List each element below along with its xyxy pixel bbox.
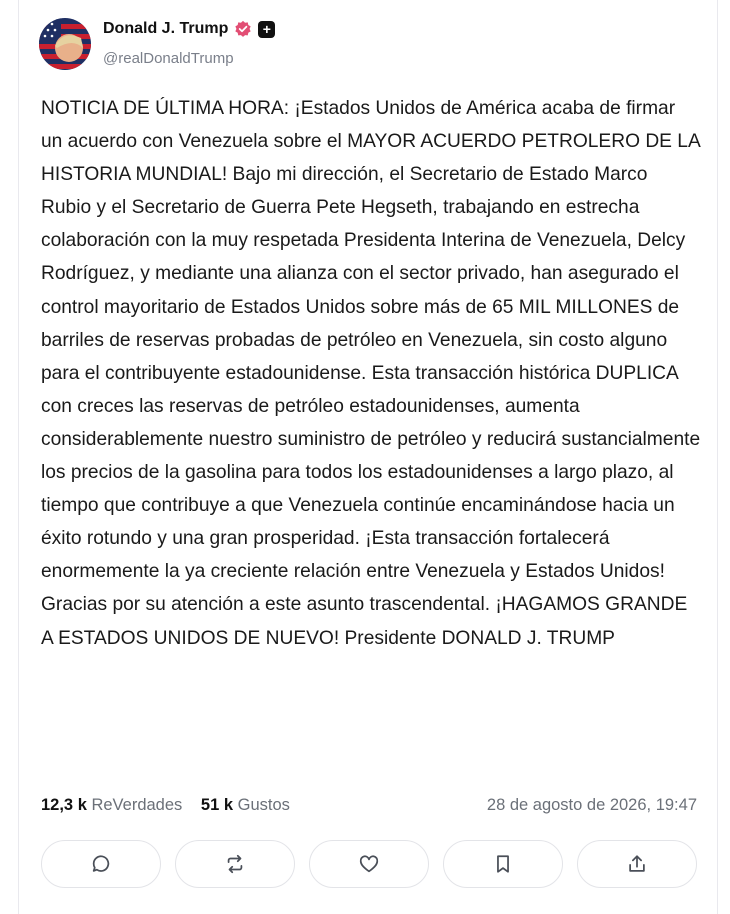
bookmark-icon: [492, 853, 514, 875]
post-timestamp: 28 de agosto de 2026, 19:47: [486, 796, 697, 814]
author-name-row: [103, 20, 275, 38]
verified-badge-icon: [234, 20, 252, 38]
repost-button[interactable]: [175, 840, 295, 888]
post-body: NOTICIA DE ÚLTIMA HORA: ¡Estados Unidos de América acaba de firmar un acuerdo con Venezuela sobre el MAYOR ACUERDO PETROLERO DE LA HISTORIA MUNDIAL! Bajo mi dirección, el Secretario de Estado Marco Rubio y el Secretario de Guerra Pete Hegseth, trabajando en estrecha colaboración con la muy respetada Presidenta Interina de Venezuela, Delcy Rodríguez, y mediante una alianza con el sector privado, han asegurado el control mayoritario de Estados Unidos sobre más de 65 MIL MILLONES de barriles de reservas probadas de petróleo en Venezuela, sin costo alguno para el contribuyente estadounidense. Esta transacción histórica DUPLICA con creces las reservas de petróleo estadounidenses, aumenta considerablemente nuestro suministro de petróleo y reducirá sustancialmente los precios de la gasolina para todos los estadounidenses a largo plazo, al tiempo que contribuye a que Venezuela continúe encaminándose hacia un éxito rotundo y una gran prosperidad. ¡Esta transacción fortalecerá enormemente la ya creciente relación entre Venezuela y Estados Unidos! Gracias por su atención a este asunto trascendental. ¡HAGAMOS GRANDE A ESTADOS UNIDOS DE NUEVO! Presidente DONALD J. TRUMP: [41, 98, 701, 649]
share-button[interactable]: [577, 840, 697, 888]
post-card: [18, 0, 718, 914]
avatar-image: [39, 18, 91, 70]
author-avatar[interactable]: [39, 18, 91, 70]
author-handle[interactable]: @realDonaldTrump: [103, 50, 234, 67]
reposts-label[interactable]: ReVerdades: [91, 796, 183, 814]
like-icon: [358, 853, 380, 875]
likes-count[interactable]: 51 k: [200, 796, 234, 814]
plus-badge-icon: +: [258, 21, 275, 38]
like-button[interactable]: [309, 840, 429, 888]
author-name[interactable]: Donald J. Trump: [103, 20, 229, 37]
share-icon: [626, 853, 648, 875]
likes-label[interactable]: Gustos: [237, 796, 290, 814]
reposts-count[interactable]: 12,3 k: [41, 796, 87, 814]
reply-icon: [90, 853, 112, 875]
post-stats: [41, 796, 290, 815]
reply-button[interactable]: [41, 840, 161, 888]
action-bar: [41, 840, 697, 888]
bookmark-button[interactable]: [443, 840, 563, 888]
repost-icon: [224, 853, 246, 875]
